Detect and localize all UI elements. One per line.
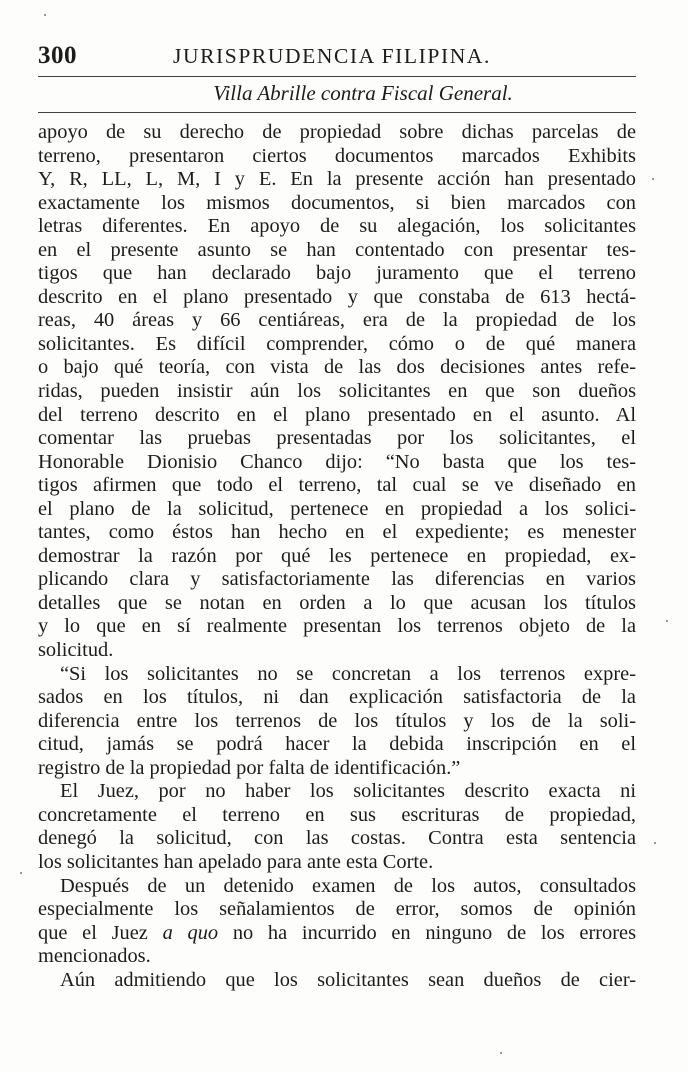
text-line: solicitud. [38, 639, 114, 662]
text-line: descrito en el plano presentado y que constaba de 613 hectá- [38, 285, 636, 308]
text-line: tigos que han declarado bajo juramento que el terreno [38, 262, 636, 285]
text-line: exactamente los mismos documentos, si bien marcados con [38, 191, 636, 214]
print-speck [20, 872, 22, 874]
text-line: sados en los títulos, ni dan explicación satisfactoria de la [38, 686, 636, 709]
text-line: apoyo de su derecho de propiedad sobre dichas parcelas de [38, 121, 636, 143]
text-line: del terreno descrito en el plano presentado en el asunto. Al [38, 403, 636, 426]
latin-term: a quo [162, 921, 219, 944]
case-title: Villa Abrille contra Fiscal General. [213, 81, 513, 105]
text-line: Y, R, LL, L, M, I y E. En la presente acción han presentado [38, 168, 636, 191]
text-line: concretamente el terreno en sus escrituras de propiedad, [38, 803, 636, 826]
text-line: registro de la propiedad por falta de identificación.” [38, 756, 461, 779]
text-line: demostrar la razón por qué les pertenece en propiedad, ex- [38, 544, 636, 567]
text-line: tantes, como éstos han hecho en el expediente; es menester [38, 521, 636, 544]
print-speck [666, 620, 668, 622]
header-divider-bottom [38, 112, 636, 113]
text-line: Aún admitiendo que los solicitantes sean dueños de cier- [60, 968, 636, 991]
text-line: tigos afirmen que todo el terreno, tal cual se ve diseñado en [38, 474, 636, 497]
text-fragment: que el Juez [38, 921, 163, 944]
text-line: el plano de la solicitud, pertenece en propiedad a los solici- [38, 497, 636, 520]
text-line: en el presente asunto se han contentado con presentar tes- [38, 238, 636, 261]
text-fragment: no ha incurrido en ninguno de los errores [218, 921, 637, 944]
text-line: “Si los solicitantes no se concretan a los terrenos expre- [60, 662, 636, 685]
text-line: diferencia entre los terrenos de los títulos y los de la soli- [38, 709, 636, 732]
text-line: y lo que en sí realmente presentan los terrenos objeto de la [38, 615, 636, 638]
text-line: o bajo qué teoría, con vista de las dos decisiones antes refe- [38, 356, 636, 379]
text-line: reas, 40 áreas y 66 centiáreas, era de la propiedad de los [38, 309, 636, 332]
text-line: citud, jamás se podrá hacer la debida inscripción en el [38, 733, 636, 756]
body-text [38, 121, 636, 992]
text-line-mixed [38, 922, 636, 946]
print-speck [652, 178, 654, 180]
text-line: ridas, pueden insistir aún los solicitantes en que son dueños [38, 380, 636, 403]
print-speck [654, 842, 656, 844]
text-line: denegó la solicitud, con las costas. Contra esta sentencia [38, 827, 636, 850]
text-line: El Juez, por no haber los solicitantes descrito exacta ni [60, 780, 636, 803]
text-line: letras diferentes. En apoyo de su alegación, los solicitantes [38, 215, 636, 238]
text-line: Honorable Dionisio Chanco dijo: “No basta que los tes- [38, 450, 636, 473]
text-line: plicando clara y satisfactoriamente las diferencias en varios [38, 568, 636, 591]
text-line: Después de un detenido examen de los autos, consultados [60, 874, 636, 897]
text-line: solicitantes. Es difícil comprender, cómo o de qué manera [38, 332, 636, 355]
print-speck [500, 1052, 502, 1054]
page-header [38, 42, 638, 72]
text-line: terreno, presentaron ciertos documentos marcados Exhibits [38, 144, 636, 167]
running-title: JURISPRUDENCIA FILIPINA. [173, 44, 491, 68]
header-divider-top [38, 76, 636, 77]
print-speck [44, 14, 46, 16]
text-line: detalles que se notan en orden a lo que acusan los títulos [38, 591, 636, 614]
text-line: comentar las pruebas presentadas por los solicitantes, el [38, 427, 636, 450]
page-number: 300 [38, 42, 77, 69]
text-line: mencionados. [38, 945, 151, 968]
text-line: especialmente los señalamientos de error, somos de opinión [38, 898, 636, 921]
text-line: los solicitantes han apelado para ante esta Corte. [38, 850, 434, 873]
